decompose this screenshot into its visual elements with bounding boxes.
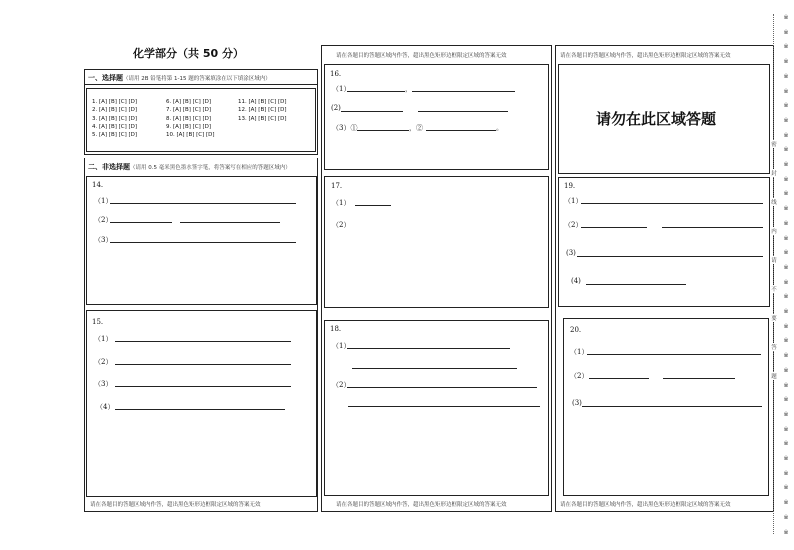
q17-box [324,176,549,308]
q16-end: 。 [496,124,503,132]
cut-line-word: 线 [771,200,777,206]
q19-part4: (4) [571,277,581,285]
binding-line [773,14,774,534]
footer-notice-3: 请在各题目的答题区域内作答，超出黑色矩形边框限定区域的答案无效 [560,502,731,508]
q19-answer3[interactable] [577,256,763,257]
side-mark: ※ [783,410,789,418]
side-mark: ※ [783,131,789,139]
side-mark: ※ [783,499,789,507]
q16-answer3a[interactable] [357,130,409,131]
footer-notice-1: 请在各题目的答题区域内作答，超出黑色矩形边框限定区域的答案无效 [90,502,261,508]
q18-answer2b[interactable] [348,406,540,407]
q16-part1: （1） [332,85,351,93]
q14-number: 14. [92,181,104,189]
side-mark: ※ [783,381,789,389]
q19-box [558,177,770,307]
side-mark: ※ [783,205,789,213]
q19-part3: (3) [566,249,576,257]
header-notice-3: 请在各题目的答题区域内作答，超出黑色矩形边框限定区域的答案无效 [560,53,731,59]
q15-number: 15. [92,318,104,326]
side-mark: ※ [783,146,789,154]
side-mark: ※ [783,425,789,433]
side-mark: ※ [783,58,789,66]
q16-answer2a[interactable] [341,111,403,112]
q17-number: 17. [331,182,343,190]
q16-answer3b[interactable] [426,130,496,131]
side-mark: ※ [783,278,789,286]
q15-answer4[interactable] [115,409,285,410]
bubble-col-2[interactable]: 6. [A] [B] [C] [D] 7. [A] [B] [C] [D] 8. [A] [B] [C] [D] 9. [A] [B] [C] [D] 10. [A] [B] [C] [D] [166,99,215,139]
footer-notice-2: 请在各题目的答题区域内作答，超出黑色矩形边框限定区域的答案无效 [336,502,507,508]
side-mark: ※ [783,161,789,168]
side-mark: ※ [783,322,789,330]
q19-answer4[interactable] [586,284,686,285]
q18-answer1b[interactable] [352,368,517,369]
q16-part3: （3）① [332,124,358,132]
q16-answer1b[interactable] [412,91,515,92]
q14-part1: （1） [94,197,113,205]
section1-note: （请用 2B 铅笔将第 1-15 题的答案填涂在以下填涂区域内） [123,76,271,82]
side-mark: ※ [783,102,789,110]
q18-answer2a[interactable] [347,387,537,388]
q18-answer1a[interactable] [347,348,510,349]
side-mark: ※ [783,263,789,271]
side-mark: ※ [783,308,789,315]
header-notice-2: 请在各题目的答题区域内作答，超出黑色矩形边框限定区域的答案无效 [336,53,507,59]
side-mark: ※ [783,455,789,462]
q20-answer3[interactable] [582,406,762,407]
section2-note: （请用 0.5 毫米黑色墨水签字笔，将答案写在相应的答题区域内） [130,165,291,171]
side-mark: ※ [783,14,789,21]
q15-box [86,310,317,497]
q14-part3: （3） [94,236,113,244]
side-mark: ※ [783,190,789,198]
side-mark: ※ [783,337,789,345]
cut-line-word: 封 [771,171,777,177]
side-mark: ※ [783,72,789,80]
q16-circ2: ，② [409,124,423,132]
side-mark: ※ [783,440,789,448]
side-mark: ※ [783,219,789,227]
side-marks [780,14,792,544]
q19-number: 19. [564,182,576,190]
section2-heading: 二、非选择题（请用 0.5 毫米黑色墨水签字笔，将答案写在相应的答题区域内） [88,163,291,171]
q14-box [86,176,317,305]
side-mark: ※ [783,87,789,95]
q15-answer1[interactable] [115,341,291,342]
q16-box [324,64,549,170]
q17-part1: （1） [332,199,351,207]
q20-part1: （1） [570,348,589,356]
q18-box [324,320,549,496]
section1-divider [84,84,318,85]
q15-part3: （3） [94,380,113,388]
side-mark: ※ [783,234,789,242]
q14-part2: （2） [94,216,113,224]
cut-line-word: 请 [771,258,777,264]
no-answer-text: 请勿在此区域答题 [596,110,717,128]
cut-line-word: 密 [771,142,777,148]
q16-part2: (2) [331,104,341,112]
cut-line-word: 题 [771,374,777,380]
q17-part2: （2） [332,221,351,229]
cut-line-word: 内 [771,229,777,235]
section1-heading: 一、选择题（请用 2B 铅笔将第 1-15 题的答案填涂在以下填涂区域内） [88,74,271,82]
cut-line-word: 不 [771,287,777,293]
bubble-col-3[interactable]: 11. [A] [B] [C] [D] 12. [A] [B] [C] [D] 13. [A] [B] [C] [D] [238,99,287,122]
cut-line-word: 要 [771,316,777,322]
q19-answer2b[interactable] [662,227,763,228]
q14-answer1[interactable] [110,203,296,204]
q19-part1: （1） [564,197,583,205]
cut-line-word: 答 [771,345,777,351]
q18-number: 18. [330,325,342,333]
q17-answer1[interactable] [355,205,391,206]
q15-part4: （4） [96,403,115,411]
q14-answer3[interactable] [110,242,296,243]
side-mark: ※ [783,28,789,36]
q15-part2: （2） [94,358,113,366]
q16-answer2b[interactable] [418,111,508,112]
side-mark: ※ [783,293,789,301]
q19-answer2a[interactable] [581,227,647,228]
side-mark: ※ [783,484,789,492]
side-mark: ※ [783,352,789,360]
side-mark: ※ [783,116,789,124]
q19-answer1[interactable] [581,203,763,204]
q20-number: 20. [570,326,582,334]
q14-answer2a[interactable] [110,222,172,223]
q16-number: 16. [330,70,342,78]
q14-answer2b[interactable] [180,222,280,223]
q15-answer3[interactable] [115,386,291,387]
side-mark: ※ [783,396,789,404]
q16-comma: ， [405,85,412,93]
q20-part3: (3) [572,399,582,407]
q20-answer1[interactable] [587,354,761,355]
q20-answer2a[interactable] [589,378,649,379]
q18-part2: （2） [332,381,351,389]
q18-part1: （1） [332,342,351,350]
q20-part2: （2） [570,372,589,380]
bubble-col-1[interactable]: 1. [A] [B] [C] [D] 2. [A] [B] [C] [D] 3. [A] [B] [C] [D] 4. [A] [B] [C] [D] 5. [A] [B] [C] [D] [92,99,138,139]
q19-part2: （2） [564,221,583,229]
q15-answer2[interactable] [115,364,291,365]
side-mark: ※ [783,469,789,477]
side-mark: ※ [783,366,789,374]
q16-answer1a[interactable] [347,91,405,92]
side-mark: ※ [783,513,789,521]
q20-box [563,318,769,496]
side-mark: ※ [783,43,789,51]
q15-part1: （1） [94,335,113,343]
q20-answer2b[interactable] [663,378,735,379]
page-title: 化学部分（共 50 分） [133,47,244,60]
side-mark: ※ [783,249,789,257]
side-mark: ※ [783,528,789,536]
side-mark: ※ [783,175,789,183]
